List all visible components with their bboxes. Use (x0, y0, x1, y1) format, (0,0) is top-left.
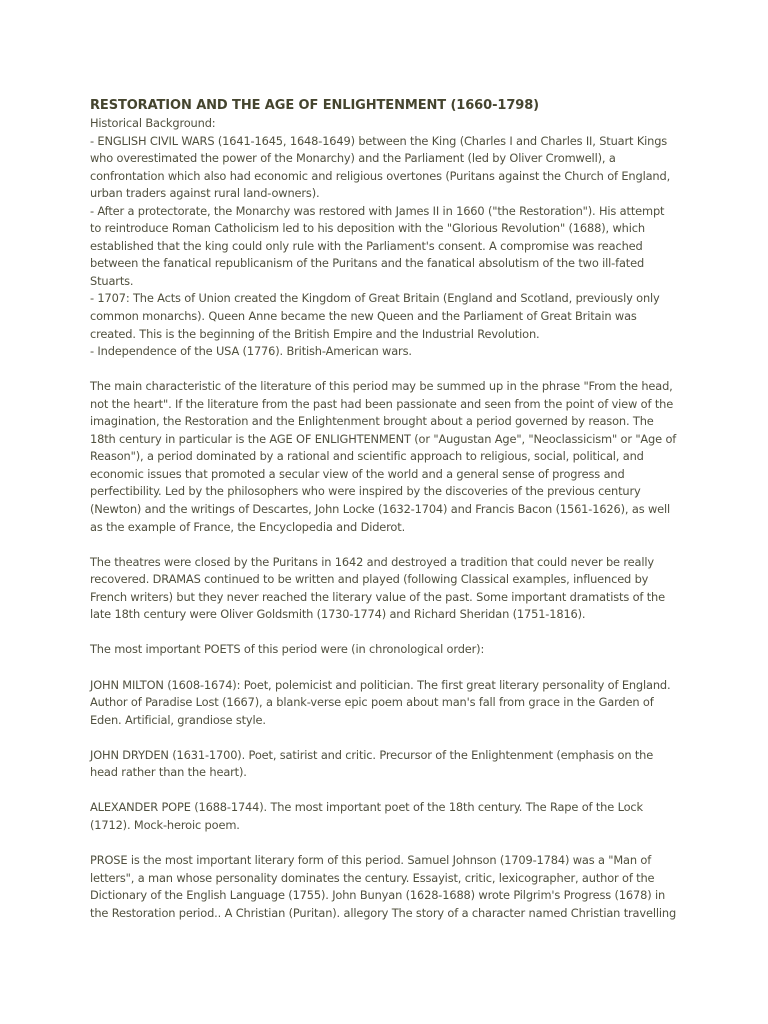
text-line: established that the king could only rule with the Parliament's consent. A compromise was reached (90, 238, 643, 253)
text-line: The most important POETS of this period were (in chronological order): (90, 642, 485, 657)
text-line: The theatres were closed by the Puritans in 1642 and destroyed a tradition that could never be really (90, 554, 654, 569)
text-line: the Restoration period.. A Christian (Puritan). allegory The story of a character named Christian travelling (90, 905, 677, 920)
text-line: - ENGLISH CIVIL WARS (1641-1645, 1648-1649) between the King (Charles I and Charles II, Stuart Kings (90, 133, 668, 148)
text-line: PROSE is the most important literary form of this period. Samuel Johnson (1709-1784) was a "Man of (90, 852, 652, 867)
paragraph (90, 115, 686, 361)
document-body (90, 96, 686, 922)
paragraph (90, 641, 686, 659)
text-line: late 18th century were Oliver Goldsmith (1730-1774) and Richard Sheridan (1751-1816). (90, 607, 586, 622)
text-line: imagination, the Restoration and the Enlightenment brought about a period governed by reason. The (90, 414, 654, 429)
document-title: RESTORATION AND THE AGE OF ENLIGHTENMENT (1660-1798) (90, 98, 539, 113)
text-line: - After a protectorate, the Monarchy was restored with James II in 1660 ("the Restoration"). His attempt (90, 203, 665, 218)
text-line: between the fanatical republicanism of the Puritans and the fanatical absolutism of the two ill-fated (90, 256, 645, 271)
text-line: Historical Background: (90, 116, 216, 130)
text-line: Reason"), a period dominated by a rational and scientific approach to religious, social, political, and (90, 449, 644, 464)
paragraph (90, 852, 686, 922)
text-line: JOHN MILTON (1608-1674): Poet, polemicist and politician. The first great literary personality of England. (90, 677, 671, 692)
text-line: The main characteristic of the literature of this period may be summed up in the phrase "From the head, (90, 379, 673, 394)
paragraph (90, 554, 686, 624)
paragraph (90, 747, 686, 782)
text-line: Stuarts. (90, 273, 134, 288)
document-paragraphs (90, 115, 686, 922)
text-line: economic issues that promoted a secular view of the world and a general sense of progress and (90, 466, 625, 481)
text-line: ALEXANDER POPE (1688-1744). The most important poet of the 18th century. The Rape of the Lock (90, 800, 643, 815)
text-line: common monarchs). Queen Anne became the new Queen and the Parliament of Great Britain was (90, 309, 637, 324)
text-line: (Newton) and the writings of Descartes, John Locke (1632-1704) and Francis Bacon (1561-1626), as well (90, 502, 670, 517)
text-line: Eden. Artificial, grandiose style. (90, 712, 266, 727)
text-line: 18th century in particular is the AGE OF ENLIGHTENMENT (or "Augustan Age", "Neoclassicism" or "Age of (90, 431, 677, 446)
text-line: letters", a man whose personality dominates the century. Essayist, critic, lexicographer, author of the (90, 870, 655, 885)
text-line: perfectibility. Led by the philosophers who were inspired by the discoveries of the previous century (90, 484, 641, 499)
text-line: French writers) but they never reached the literary value of the past. Some important dramatists of the (90, 589, 665, 604)
paragraph (90, 677, 686, 730)
text-line: who overestimated the power of the Monarchy) and the Parliament (led by Oliver Cromwell), a (90, 151, 616, 166)
text-line: created. This is the beginning of the British Empire and the Industrial Revolution. (90, 326, 540, 341)
text-line: urban traders against rural land-owners). (90, 186, 320, 201)
paragraph (90, 799, 686, 834)
text-line: Author of Paradise Lost (1667), a blank-verse epic poem about man's fall from grace in the Garden of (90, 695, 654, 710)
text-line: to reintroduce Roman Catholicism led to his deposition with the "Glorious Revolution" (1688), which (90, 221, 645, 236)
text-line: - 1707: The Acts of Union created the Kingdom of Great Britain (England and Scotland, previously only (90, 291, 660, 306)
text-line: recovered. DRAMAS continued to be written and played (following Classical examples, influenced by (90, 572, 649, 587)
text-line: confrontation which also had economic and religious overtones (Puritans against the Church of England, (90, 168, 671, 183)
text-line: Dictionary of the English Language (1755). John Bunyan (1628-1688) wrote Pilgrim's Progress (1678) in (90, 888, 666, 903)
text-line: as the example of France, the Encyclopedia and Diderot. (90, 519, 406, 534)
text-line: - Independence of the USA (1776). British-American wars. (90, 344, 412, 359)
text-line: not the heart". If the literature from the past had been passionate and seen from the point of view of the (90, 396, 674, 411)
paragraph (90, 378, 686, 536)
text-line: (1712). Mock-heroic poem. (90, 817, 240, 832)
text-line: head rather than the heart). (90, 765, 247, 780)
text-line: JOHN DRYDEN (1631-1700). Poet, satirist and critic. Precursor of the Enlightenment (emphasis on the (90, 747, 654, 762)
